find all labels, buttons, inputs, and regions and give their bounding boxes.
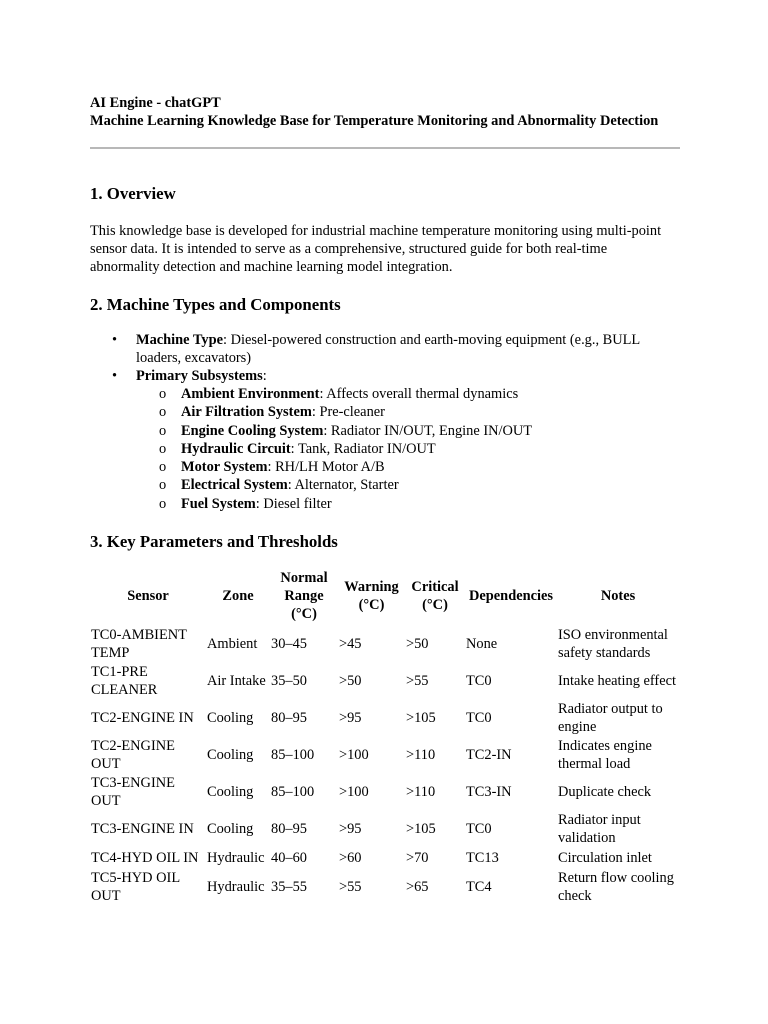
list-item (136, 422, 680, 440)
subsystem-label: Air Filtration System (181, 404, 312, 421)
table-row (90, 626, 679, 663)
cell-dependencies: TC0 (466, 821, 492, 838)
column-header-warning: Warning (°C) (344, 579, 399, 614)
subsystem-label: Electrical System (181, 477, 288, 494)
cell-notes: ISO environmental safety standards (558, 627, 668, 662)
cell-notes: Return flow cooling check (558, 870, 674, 905)
cell-sensor: TC3-ENGINE OUT (91, 775, 175, 810)
section-heading-machine-types: 2. Machine Types and Components (90, 295, 341, 314)
cell-sensor: TC2-ENGINE IN (91, 710, 194, 727)
machine-types-list (90, 331, 680, 513)
cell-normal-range: 35–50 (271, 673, 307, 690)
subsystem-value: : Diesel filter (255, 495, 332, 512)
cell-notes: Radiator output to engine (558, 701, 663, 736)
list-item-machine-type (90, 331, 680, 367)
cell-normal-range: 80–95 (271, 821, 307, 838)
primary-subsystems-colon: : (262, 368, 267, 384)
section-heading-parameters: 3. Key Parameters and Thresholds (90, 532, 338, 552)
cell-notes: Circulation inlet (558, 850, 652, 867)
primary-subsystems-label: Primary Subsystems (136, 368, 263, 384)
cell-zone: Cooling (207, 747, 254, 764)
table-row (90, 737, 679, 774)
subsystem-value: : Affects overall thermal dynamics (319, 386, 519, 402)
horizontal-rule (90, 147, 680, 149)
cell-zone: Cooling (207, 710, 254, 727)
list-item (136, 495, 680, 513)
cell-normal-range: 80–95 (271, 710, 307, 727)
cell-normal-range: 40–60 (271, 850, 307, 867)
subsystem-label: Ambient Environment (181, 386, 320, 402)
cell-sensor: TC2-ENGINE OUT (91, 738, 175, 773)
list-item (136, 458, 680, 476)
machine-type-value: : Diesel-powered construction and earth-moving equipment (e.g., BULL loaders, excavators) (136, 332, 640, 366)
subsystem-label: Motor System (181, 459, 268, 476)
doc-title-line1: AI Engine - chatGPT (90, 95, 221, 111)
cell-critical: >105 (406, 710, 436, 727)
cell-dependencies: TC0 (466, 673, 492, 690)
cell-notes: Radiator input validation (558, 812, 641, 847)
cell-warning: >45 (339, 636, 362, 653)
list-item (136, 403, 680, 421)
cell-dependencies: TC3-IN (466, 784, 512, 801)
doc-title-line2: Machine Learning Knowledge Base for Temperature Monitoring and Abnormality Detection (90, 113, 659, 129)
cell-critical: >55 (406, 673, 429, 690)
subsystem-label: Engine Cooling System (181, 422, 324, 439)
column-header-notes: Notes (600, 588, 636, 605)
cell-warning: >95 (339, 710, 362, 727)
column-header-zone: Zone (222, 588, 254, 605)
cell-dependencies: TC13 (466, 850, 499, 867)
cell-warning: >100 (339, 747, 369, 764)
column-header-dependencies: Dependencies (469, 588, 553, 605)
cell-critical: >70 (406, 850, 429, 867)
table-row (90, 663, 679, 700)
cell-zone: Hydraulic (207, 879, 265, 896)
cell-warning: >95 (339, 821, 362, 838)
overview-paragraph: This knowledge base is developed for industrial machine temperature monitoring using multi-point sensor data. It is intended to serve as a comprehensive, structured guide for both real-time abnormality detection and machine learning model integration. (90, 223, 662, 275)
cell-sensor: TC0-AMBIENT TEMP (91, 627, 187, 662)
subsystems-list (136, 385, 680, 513)
cell-warning: >60 (339, 850, 362, 867)
subsystem-value: : RH/LH Motor A/B (267, 459, 385, 476)
cell-notes: Indicates engine thermal load (558, 738, 652, 773)
cell-normal-range: 30–45 (271, 636, 307, 653)
column-header-critical: Critical (°C) (411, 579, 459, 614)
table-row (90, 869, 679, 906)
cell-critical: >105 (406, 821, 436, 838)
table-row (90, 774, 679, 811)
cell-sensor: TC3-ENGINE IN (91, 821, 194, 838)
cell-zone: Cooling (207, 821, 254, 838)
cell-sensor: TC4-HYD OIL IN (91, 850, 199, 867)
cell-critical: >65 (406, 879, 429, 896)
cell-dependencies: TC0 (466, 710, 492, 727)
list-item (136, 385, 680, 403)
table-header-row (90, 569, 679, 626)
column-header-sensor: Sensor (127, 588, 169, 605)
cell-notes: Duplicate check (558, 784, 652, 801)
machine-type-label: Machine Type (136, 332, 224, 348)
cell-sensor: TC1-PRE CLEANER (91, 664, 158, 699)
section-heading-overview: 1. Overview (90, 184, 176, 203)
cell-zone: Air Intake (207, 673, 266, 690)
subsystem-value: : Radiator IN/OUT, Engine IN/OUT (323, 422, 533, 439)
list-item (136, 440, 680, 458)
list-item-primary-subsystems (90, 367, 680, 513)
cell-dependencies: TC2-IN (466, 747, 512, 764)
cell-dependencies: TC4 (466, 879, 492, 896)
cell-sensor: TC5-HYD OIL OUT (91, 870, 180, 905)
cell-dependencies: None (466, 636, 498, 653)
cell-critical: >110 (406, 747, 436, 764)
cell-zone: Ambient (207, 636, 258, 653)
cell-normal-range: 85–100 (271, 784, 315, 801)
cell-warning: >55 (339, 879, 362, 896)
subsystem-label: Hydraulic Circuit (181, 440, 291, 457)
column-header-normal-range: Normal Range (°C) (280, 570, 328, 623)
cell-zone: Hydraulic (207, 850, 265, 867)
table-row (90, 811, 679, 848)
subsystem-label: Fuel System (181, 495, 256, 512)
table-row (90, 700, 679, 737)
subsystem-value: : Tank, Radiator IN/OUT (290, 440, 436, 457)
cell-warning: >100 (339, 784, 369, 801)
cell-critical: >50 (406, 636, 429, 653)
document-page (90, 94, 680, 906)
cell-notes: Intake heating effect (558, 673, 676, 690)
cell-warning: >50 (339, 673, 362, 690)
list-item (136, 476, 680, 494)
cell-normal-range: 35–55 (271, 879, 307, 896)
thresholds-table (90, 569, 679, 906)
subsystem-value: : Alternator, Starter (287, 477, 399, 494)
table-row (90, 848, 679, 869)
cell-normal-range: 85–100 (271, 747, 315, 764)
cell-critical: >110 (406, 784, 436, 801)
cell-zone: Cooling (207, 784, 254, 801)
subsystem-value: : Pre-cleaner (311, 404, 385, 421)
